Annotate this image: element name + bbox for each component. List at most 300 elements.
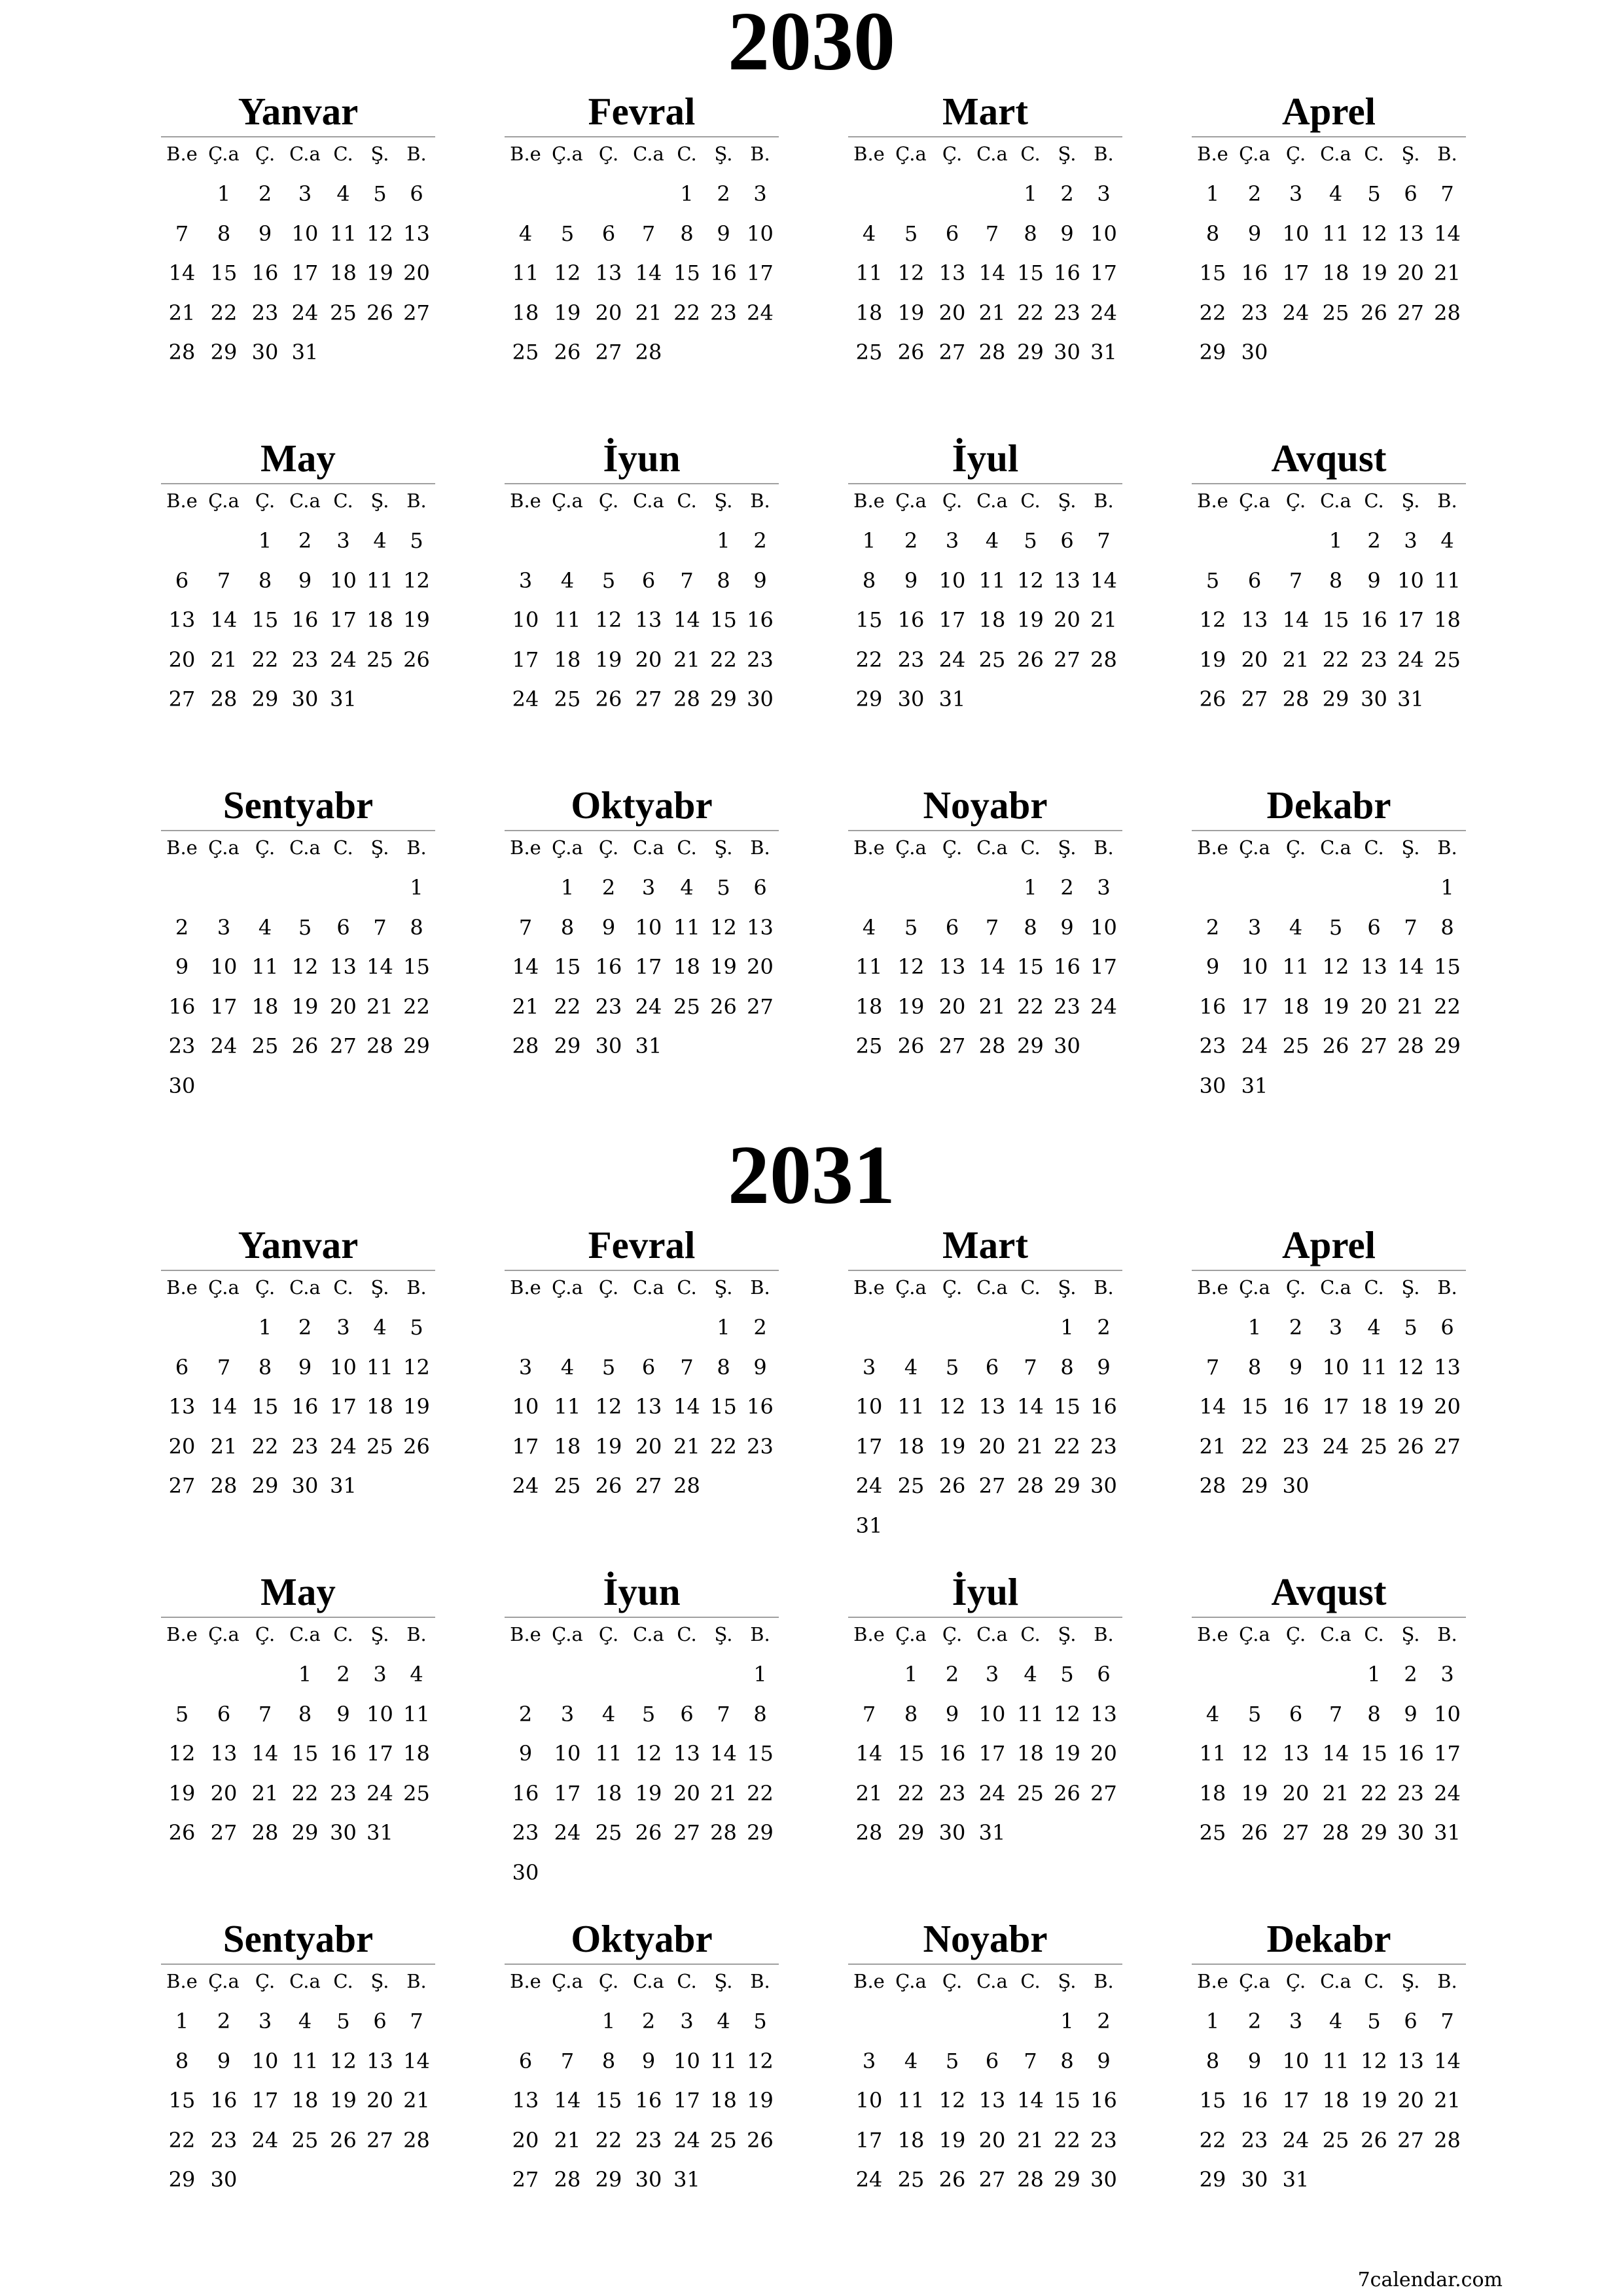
day-grid [161, 868, 435, 1105]
day-cell: 27 [747, 994, 774, 1019]
day-cell: 4 [1024, 1662, 1037, 1687]
day-cell: 9 [945, 1701, 959, 1727]
weekday-label: Ç. [942, 143, 963, 165]
day-cell: 18 [1361, 1394, 1387, 1419]
weekday-header [161, 1618, 435, 1651]
weekday-label: Ç.a [208, 1276, 240, 1299]
day-cell: 14 [210, 1394, 238, 1419]
day-cell: 28 [1282, 687, 1310, 711]
day-cell: 23 [1282, 1433, 1310, 1459]
day-cell: 3 [518, 1354, 533, 1380]
day-cell: 5 [753, 2009, 767, 2034]
day-cell: 9 [1205, 954, 1220, 979]
day-cell: 1 [1247, 1315, 1262, 1340]
day-cell: 26 [595, 1473, 622, 1498]
day-cell: 12 [710, 914, 737, 940]
day-cell: 2 [336, 1662, 350, 1687]
day-cell: 24 [512, 687, 539, 711]
weekday-label: Ş. [370, 836, 389, 859]
day-cell: 19 [168, 1780, 196, 1806]
day-cell: 28 [673, 1473, 700, 1498]
day-cell: 14 [1199, 1394, 1226, 1419]
day-cell: 27 [635, 687, 662, 711]
weekday-label: Ş. [1401, 490, 1420, 512]
week-row [848, 947, 1122, 987]
day-cell: 21 [1090, 607, 1117, 632]
week-row [161, 293, 435, 333]
day-cell: 9 [298, 1354, 312, 1380]
day-cell: 5 [717, 875, 730, 900]
weekday-header [505, 484, 779, 517]
day-cell: 10 [1241, 954, 1268, 979]
day-cell: 26 [291, 1033, 319, 1058]
day-cell: 15 [168, 2088, 196, 2113]
year-section [0, 1128, 1623, 2239]
empty-day-cell [1012, 1506, 1049, 1546]
day-cell: 4 [1329, 2009, 1343, 2034]
empty-day-cell [705, 1466, 741, 1506]
day-cell: 25 [1199, 1820, 1226, 1845]
day-cell: 23 [1090, 2127, 1117, 2153]
weekday-label: C. [1020, 490, 1041, 512]
day-grid [161, 1308, 435, 1506]
week-row [1192, 2160, 1466, 2200]
weekday-label: Ç.a [552, 1623, 583, 1645]
day-cell: 24 [855, 2167, 883, 2192]
weekday-label: Ç. [942, 836, 963, 859]
weekday-label: C.a [976, 1970, 1008, 1992]
week-row [161, 600, 435, 640]
empty-day-cell [203, 1655, 245, 1695]
empty-day-cell [505, 1655, 546, 1695]
day-cell: 31 [1282, 2167, 1310, 2192]
day-cell: 2 [601, 875, 616, 900]
day-cell: 9 [1247, 2048, 1262, 2073]
day-cell: 15 [1054, 1394, 1080, 1419]
week-row [1192, 1348, 1466, 1388]
day-cell: 13 [168, 607, 196, 632]
empty-day-cell [972, 174, 1012, 214]
week-row [1192, 521, 1466, 561]
weekday-header [505, 1271, 779, 1304]
month-title: Mart [942, 90, 1029, 133]
empty-day-cell [668, 1308, 705, 1348]
week-row [505, 1853, 779, 1893]
weekday-label: Ç. [942, 490, 963, 512]
weekday-label: Ş. [1401, 143, 1420, 165]
weekday-label: C.a [633, 836, 664, 859]
day-cell: 25 [291, 2127, 319, 2153]
day-cell: 2 [298, 528, 312, 553]
empty-day-cell [1275, 1066, 1316, 1106]
day-cell: 29 [855, 687, 883, 711]
empty-day-cell [932, 868, 972, 908]
day-cell: 20 [978, 2127, 1006, 2153]
day-cell: 14 [1090, 567, 1117, 593]
day-cell: 28 [855, 1820, 883, 1845]
day-cell: 26 [1017, 647, 1044, 672]
day-cell: 28 [1017, 1473, 1044, 1498]
day-cell: 31 [1090, 340, 1117, 365]
day-cell: 17 [1090, 954, 1117, 979]
day-cell: 11 [1017, 1701, 1044, 1727]
day-cell: 2 [1060, 875, 1074, 900]
day-cell: 20 [635, 1433, 662, 1459]
day-cell: 6 [945, 221, 959, 246]
day-cell: 23 [168, 1033, 196, 1058]
week-row [1192, 679, 1466, 719]
day-cell: 16 [251, 260, 279, 285]
day-cell: 12 [403, 567, 430, 593]
week-row [1192, 214, 1466, 254]
month-block [1192, 1571, 1466, 1892]
weekday-label: B.e [510, 836, 541, 859]
weekday-label: B. [1437, 1623, 1457, 1645]
day-cell: 3 [217, 914, 231, 940]
empty-day-cell [362, 1466, 398, 1506]
day-cell: 3 [1404, 528, 1418, 553]
day-cell: 17 [855, 2127, 883, 2153]
empty-day-cell [1275, 332, 1316, 372]
week-row [505, 1695, 779, 1734]
empty-day-cell [1085, 1506, 1122, 1546]
day-cell: 17 [210, 994, 238, 1019]
weekday-label: Ç.a [895, 490, 927, 512]
day-cell: 24 [1090, 994, 1117, 1019]
day-cell: 27 [635, 1473, 662, 1498]
day-cell: 22 [251, 1433, 279, 1459]
weekday-label: Ç.a [552, 1276, 583, 1299]
day-cell: 12 [897, 260, 925, 285]
day-grid [1192, 174, 1466, 372]
day-cell: 13 [366, 2048, 393, 2073]
day-cell: 12 [1017, 567, 1044, 593]
month-block [505, 1918, 779, 2239]
day-cell: 6 [373, 2009, 387, 2034]
empty-day-cell [705, 1026, 741, 1066]
day-cell: 1 [560, 875, 575, 900]
weekday-header [161, 484, 435, 517]
day-cell: 16 [1054, 954, 1080, 979]
weekday-label: C.a [633, 1970, 664, 1992]
empty-day-cell [285, 1066, 325, 1106]
day-cell: 12 [1361, 2048, 1387, 2073]
empty-day-cell [203, 1308, 245, 1348]
month-title: Sentyabr [223, 1917, 374, 1960]
day-cell: 29 [1199, 2167, 1226, 2192]
day-cell: 12 [897, 954, 925, 979]
weekday-label: C.a [976, 490, 1008, 512]
empty-day-cell [398, 1813, 435, 1853]
day-cell: 15 [1054, 2088, 1080, 2113]
day-cell: 4 [410, 1662, 423, 1687]
day-cell: 18 [330, 260, 357, 285]
day-cell: 15 [595, 2088, 622, 2113]
day-cell: 15 [747, 1741, 774, 1766]
day-cell: 18 [366, 607, 393, 632]
day-cell: 5 [601, 567, 616, 593]
day-cell: 1 [1060, 1315, 1074, 1340]
day-cell: 7 [1097, 528, 1111, 553]
day-cell: 15 [855, 607, 883, 632]
day-cell: 13 [978, 1394, 1006, 1419]
day-cell: 11 [366, 567, 393, 593]
day-cell: 4 [1329, 181, 1343, 206]
week-row [505, 2041, 779, 2081]
day-cell: 5 [410, 528, 423, 553]
empty-day-cell [1275, 521, 1316, 561]
week-row [848, 1387, 1122, 1427]
week-row [161, 1734, 435, 1774]
empty-day-cell [245, 868, 285, 908]
day-cell: 21 [366, 994, 393, 1019]
day-cell: 13 [403, 221, 430, 246]
weekday-label: B. [406, 1623, 427, 1645]
day-cell: 9 [1097, 2048, 1111, 2073]
day-cell: 26 [1397, 1433, 1424, 1459]
weekday-header [848, 831, 1122, 864]
day-cell: 22 [554, 994, 581, 1019]
empty-day-cell [1049, 679, 1085, 719]
weekday-label: B.e [1197, 1970, 1228, 1992]
day-cell: 15 [1199, 2088, 1226, 2113]
day-cell: 1 [753, 1662, 767, 1687]
day-cell: 18 [1199, 1780, 1226, 1806]
day-cell: 19 [1361, 260, 1387, 285]
week-row [1192, 947, 1466, 987]
day-cell: 29 [291, 1820, 319, 1845]
day-cell: 16 [168, 994, 196, 1019]
day-cell: 14 [855, 1741, 883, 1766]
empty-day-cell [362, 1066, 398, 1106]
day-cell: 13 [978, 2088, 1006, 2113]
day-cell: 6 [217, 1701, 231, 1727]
day-cell: 6 [410, 181, 423, 206]
day-cell: 4 [985, 528, 999, 553]
weekday-header [161, 1965, 435, 1998]
day-cell: 21 [1434, 260, 1461, 285]
day-cell: 12 [1241, 1741, 1268, 1766]
weekday-label: Ç. [255, 836, 276, 859]
weekday-label: Ş. [370, 1970, 389, 1992]
day-cell: 3 [1289, 181, 1303, 206]
day-cell: 30 [330, 1820, 357, 1845]
weekday-label: Ş. [1058, 1623, 1077, 1645]
week-row [161, 332, 435, 372]
day-cell: 26 [1199, 687, 1226, 711]
day-cell: 27 [168, 1473, 196, 1498]
day-cell: 27 [1054, 647, 1080, 672]
weekday-label: C.a [1320, 1623, 1351, 1645]
day-cell: 1 [717, 528, 730, 553]
weekday-label: Ş. [370, 1276, 389, 1299]
weekday-label: C.a [976, 1623, 1008, 1645]
week-row [505, 1308, 779, 1348]
weekday-label: B.e [166, 1623, 198, 1645]
day-cell: 10 [366, 1701, 393, 1727]
day-cell: 7 [373, 914, 387, 940]
day-cell: 22 [595, 2127, 622, 2153]
day-cell: 17 [1241, 994, 1268, 1019]
day-cell: 5 [1367, 181, 1381, 206]
empty-day-cell [245, 1655, 285, 1695]
day-cell: 29 [1241, 1473, 1268, 1498]
day-cell: 20 [673, 1780, 700, 1806]
day-cell: 28 [210, 687, 238, 711]
month-block [1192, 437, 1466, 759]
day-cell: 11 [978, 567, 1006, 593]
week-row [505, 1387, 779, 1427]
day-cell: 25 [1282, 1033, 1310, 1058]
day-cell: 17 [1090, 260, 1117, 285]
weekday-label: B.e [510, 143, 541, 165]
day-cell: 22 [673, 300, 700, 325]
weekday-label: Ç.a [552, 490, 583, 512]
day-cell: 3 [560, 1701, 575, 1727]
weekday-label: Ş. [1401, 1276, 1420, 1299]
day-cell: 11 [1322, 221, 1349, 246]
day-cell: 30 [168, 1073, 196, 1098]
day-cell: 30 [210, 2167, 238, 2192]
month-block [1192, 1918, 1466, 2239]
day-cell: 27 [168, 687, 196, 711]
day-cell: 26 [1241, 1820, 1268, 1845]
empty-day-cell [705, 1655, 741, 1695]
empty-day-cell [741, 1026, 779, 1066]
day-cell: 1 [1205, 181, 1220, 206]
day-cell: 3 [985, 1662, 999, 1687]
day-cell: 14 [673, 1394, 700, 1419]
week-row [505, 521, 779, 561]
weekday-label: Ç.a [1239, 1623, 1270, 1645]
weekday-label: Ç. [598, 143, 619, 165]
weekday-label: B. [1437, 143, 1457, 165]
day-cell: 25 [366, 1433, 393, 1459]
empty-day-cell [890, 174, 932, 214]
empty-day-cell [1393, 2160, 1429, 2200]
day-cell: 28 [1017, 2167, 1044, 2192]
day-cell: 20 [512, 2127, 539, 2153]
weekday-label: C.a [289, 490, 321, 512]
weekday-label: Ç. [255, 490, 276, 512]
day-cell: 7 [985, 221, 999, 246]
weekday-label: C.a [633, 490, 664, 512]
empty-day-cell [161, 521, 203, 561]
day-cell: 8 [1367, 1701, 1381, 1727]
empty-day-cell [203, 521, 245, 561]
week-row [1192, 1387, 1466, 1427]
day-cell: 11 [673, 914, 700, 940]
day-cell: 4 [601, 1701, 616, 1727]
day-cell: 4 [373, 1315, 387, 1340]
day-cell: 17 [747, 260, 774, 285]
weekday-label: C. [1364, 1276, 1384, 1299]
day-cell: 11 [855, 260, 883, 285]
empty-day-cell [1393, 332, 1429, 372]
day-cell: 2 [1205, 914, 1220, 940]
empty-day-cell [705, 332, 741, 372]
day-cell: 2 [217, 2009, 231, 2034]
empty-day-cell [972, 679, 1012, 719]
month-block [505, 784, 779, 1105]
week-row [848, 2121, 1122, 2161]
weekday-header [1192, 1618, 1466, 1651]
day-cell: 7 [1205, 1354, 1220, 1380]
day-cell: 4 [258, 914, 272, 940]
week-row [161, 2001, 435, 2041]
empty-day-cell [741, 1853, 779, 1893]
day-cell: 19 [554, 300, 581, 325]
day-grid [848, 521, 1122, 719]
day-cell: 22 [710, 647, 737, 672]
day-cell: 7 [560, 2048, 575, 2073]
day-cell: 31 [366, 1820, 393, 1845]
week-row [1192, 1813, 1466, 1853]
day-cell: 21 [978, 994, 1006, 1019]
day-cell: 27 [330, 1033, 357, 1058]
weekday-label: B. [750, 1276, 770, 1299]
day-cell: 15 [1434, 954, 1461, 979]
day-cell: 5 [373, 181, 387, 206]
day-cell: 11 [330, 221, 357, 246]
day-cell: 21 [1017, 2127, 1044, 2153]
day-cell: 25 [1017, 1780, 1044, 1806]
day-cell: 28 [1397, 1033, 1424, 1058]
week-row [161, 2041, 435, 2081]
week-row [505, 1655, 779, 1695]
day-cell: 11 [291, 2048, 319, 2073]
day-cell: 9 [175, 954, 189, 979]
day-cell: 24 [210, 1033, 238, 1058]
day-cell: 20 [1434, 1394, 1461, 1419]
day-cell: 23 [938, 1780, 966, 1806]
weekday-label: B. [750, 1970, 770, 1992]
weekday-label: B.e [166, 1970, 198, 1992]
day-cell: 29 [710, 687, 737, 711]
weekday-header [848, 137, 1122, 170]
day-cell: 8 [1060, 1354, 1074, 1380]
day-cell: 26 [554, 340, 581, 365]
month-block [505, 437, 779, 759]
week-row [1192, 987, 1466, 1027]
day-cell: 10 [1282, 2048, 1310, 2073]
day-cell: 8 [258, 567, 272, 593]
day-cell: 16 [291, 607, 319, 632]
day-cell: 28 [1434, 300, 1461, 325]
day-cell: 16 [1090, 2088, 1117, 2113]
empty-day-cell [1429, 332, 1466, 372]
weekday-label: C.a [289, 1623, 321, 1645]
day-cell: 3 [258, 2009, 272, 2034]
week-row [505, 2001, 779, 2041]
day-cell: 6 [945, 914, 959, 940]
day-cell: 20 [1282, 1780, 1310, 1806]
weekday-header [505, 1618, 779, 1651]
week-row [505, 1774, 779, 1814]
week-row [505, 987, 779, 1027]
day-cell: 11 [512, 260, 539, 285]
month-title: İyun [603, 1570, 681, 1613]
weekday-label: Ç.a [1239, 1276, 1270, 1299]
day-cell: 5 [1367, 2009, 1381, 2034]
day-cell: 21 [978, 300, 1006, 325]
week-row [161, 1655, 435, 1695]
empty-day-cell [161, 868, 203, 908]
weekday-header [848, 1965, 1122, 1998]
day-cell: 4 [904, 2048, 918, 2073]
day-cell: 24 [291, 300, 319, 325]
month-block [505, 1224, 779, 1545]
